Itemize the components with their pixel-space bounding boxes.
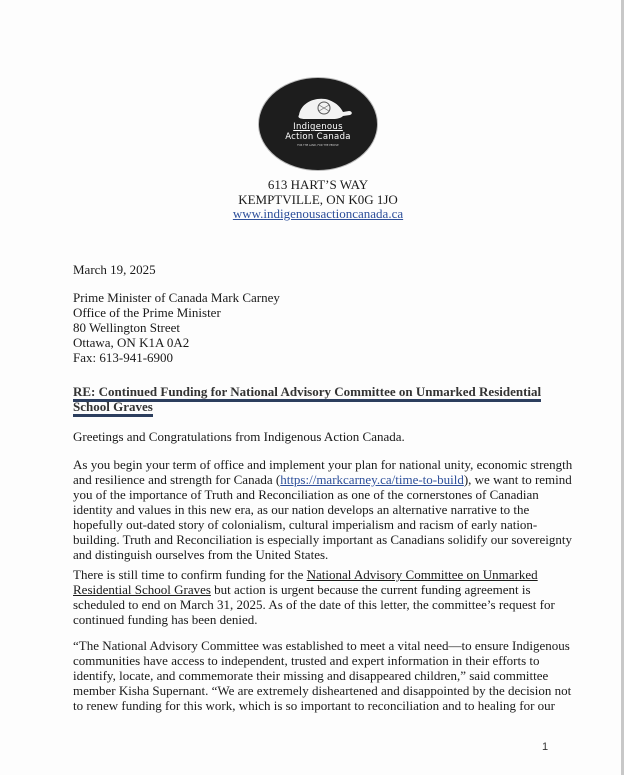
paragraph-line: to renew funding for this work, which is so important to reconciliation and to healing for our xyxy=(73,698,555,713)
recipient-line: Fax: 613-941-6900 xyxy=(73,350,174,365)
paragraph-line: building. Truth and Reconciliation is especially important as Canadians solidify our sovereignty xyxy=(73,532,572,547)
logo-text-line1: Indigenous xyxy=(293,122,343,132)
letterhead-street: 613 HART’S WAY xyxy=(267,177,369,192)
paragraph-line: member Kisha Supernant. “We are extremely disheartened and disappointed by the decision not xyxy=(73,683,572,698)
markcarney-link[interactable]: https://markcarney.ca/time-to-build xyxy=(280,472,464,487)
letterhead-city: KEMPTVILLE, ON K0G 1JO xyxy=(238,192,398,207)
paragraph-line: communities have access to independent, trusted and expert information in their efforts to xyxy=(73,653,540,668)
paragraph-3 xyxy=(73,638,572,713)
text-segment: but action is urgent because the current funding agreement is xyxy=(210,582,531,597)
paragraph-line: identify, locate, and commemorate their missing and disappeared children,” said committee xyxy=(73,668,549,683)
text-segment: There is still time to confirm funding for the xyxy=(73,567,307,582)
recipient-line: Office of the Prime Minister xyxy=(73,305,221,320)
committee-name-underlined: National Advisory Committee on Unmarked xyxy=(306,567,538,582)
recipient-address xyxy=(73,290,559,365)
page-number: 1 xyxy=(542,741,549,753)
recipient-line: 80 Wellington Street xyxy=(73,320,181,335)
recipient-line: Ottawa, ON K1A 0A2 xyxy=(73,335,190,350)
paragraph-line: scheduled to end on March 31, 2025. As of the date of this letter, the committee’s request for xyxy=(73,597,555,612)
paragraph-line: continued funding has been denied. xyxy=(73,612,258,627)
paragraph-line: “The National Advisory Committee was established to meet a vital need—to ensure Indigenous xyxy=(73,638,570,653)
paragraph-line xyxy=(73,472,572,487)
letterhead-website-link[interactable]: www.indigenousactioncanada.ca xyxy=(232,206,404,221)
subject-heading xyxy=(73,384,541,414)
paragraph-line: you of the importance of Truth and Reconciliation as one of the cornerstones of Canadian xyxy=(73,487,539,502)
paragraph-line: As you begin your term of office and implement your plan for national unity, economic strength xyxy=(73,457,573,472)
organization-logo xyxy=(259,78,377,170)
text-segment: and resilience and strength for Canada ( xyxy=(73,472,281,487)
subject-line: School Graves xyxy=(73,399,153,417)
subject-line: RE: Continued Funding for National Advisory Committee on Unmarked Residential xyxy=(73,384,541,402)
paragraph-line: identity and values in this new era, as our nation develops an alternative narrative to the xyxy=(73,502,530,517)
greeting: Greetings and Congratulations from Indigenous Action Canada. xyxy=(73,429,405,444)
paragraph-1 xyxy=(73,457,573,562)
paragraph-line: and distinguish ourselves from the United States. xyxy=(73,547,329,562)
committee-name-underlined: Residential School Graves xyxy=(73,582,211,597)
letter-date: March 19, 2025 xyxy=(73,262,156,277)
text-segment: ), we want to remind xyxy=(463,472,572,487)
recipient-line: Prime Minister of Canada Mark Carney xyxy=(73,290,280,305)
logo-tagline: FOR THE LAND, FOR THE PEOPLE xyxy=(297,144,339,147)
logo-text-line2: Action Canada xyxy=(285,132,351,142)
paragraph-line xyxy=(73,582,559,597)
paragraph-2 xyxy=(73,567,559,627)
paragraph-line xyxy=(73,567,559,582)
paragraph-line: hopefully out-dated story of colonialism, cultural imperialism and racism of early nation- xyxy=(73,517,538,532)
